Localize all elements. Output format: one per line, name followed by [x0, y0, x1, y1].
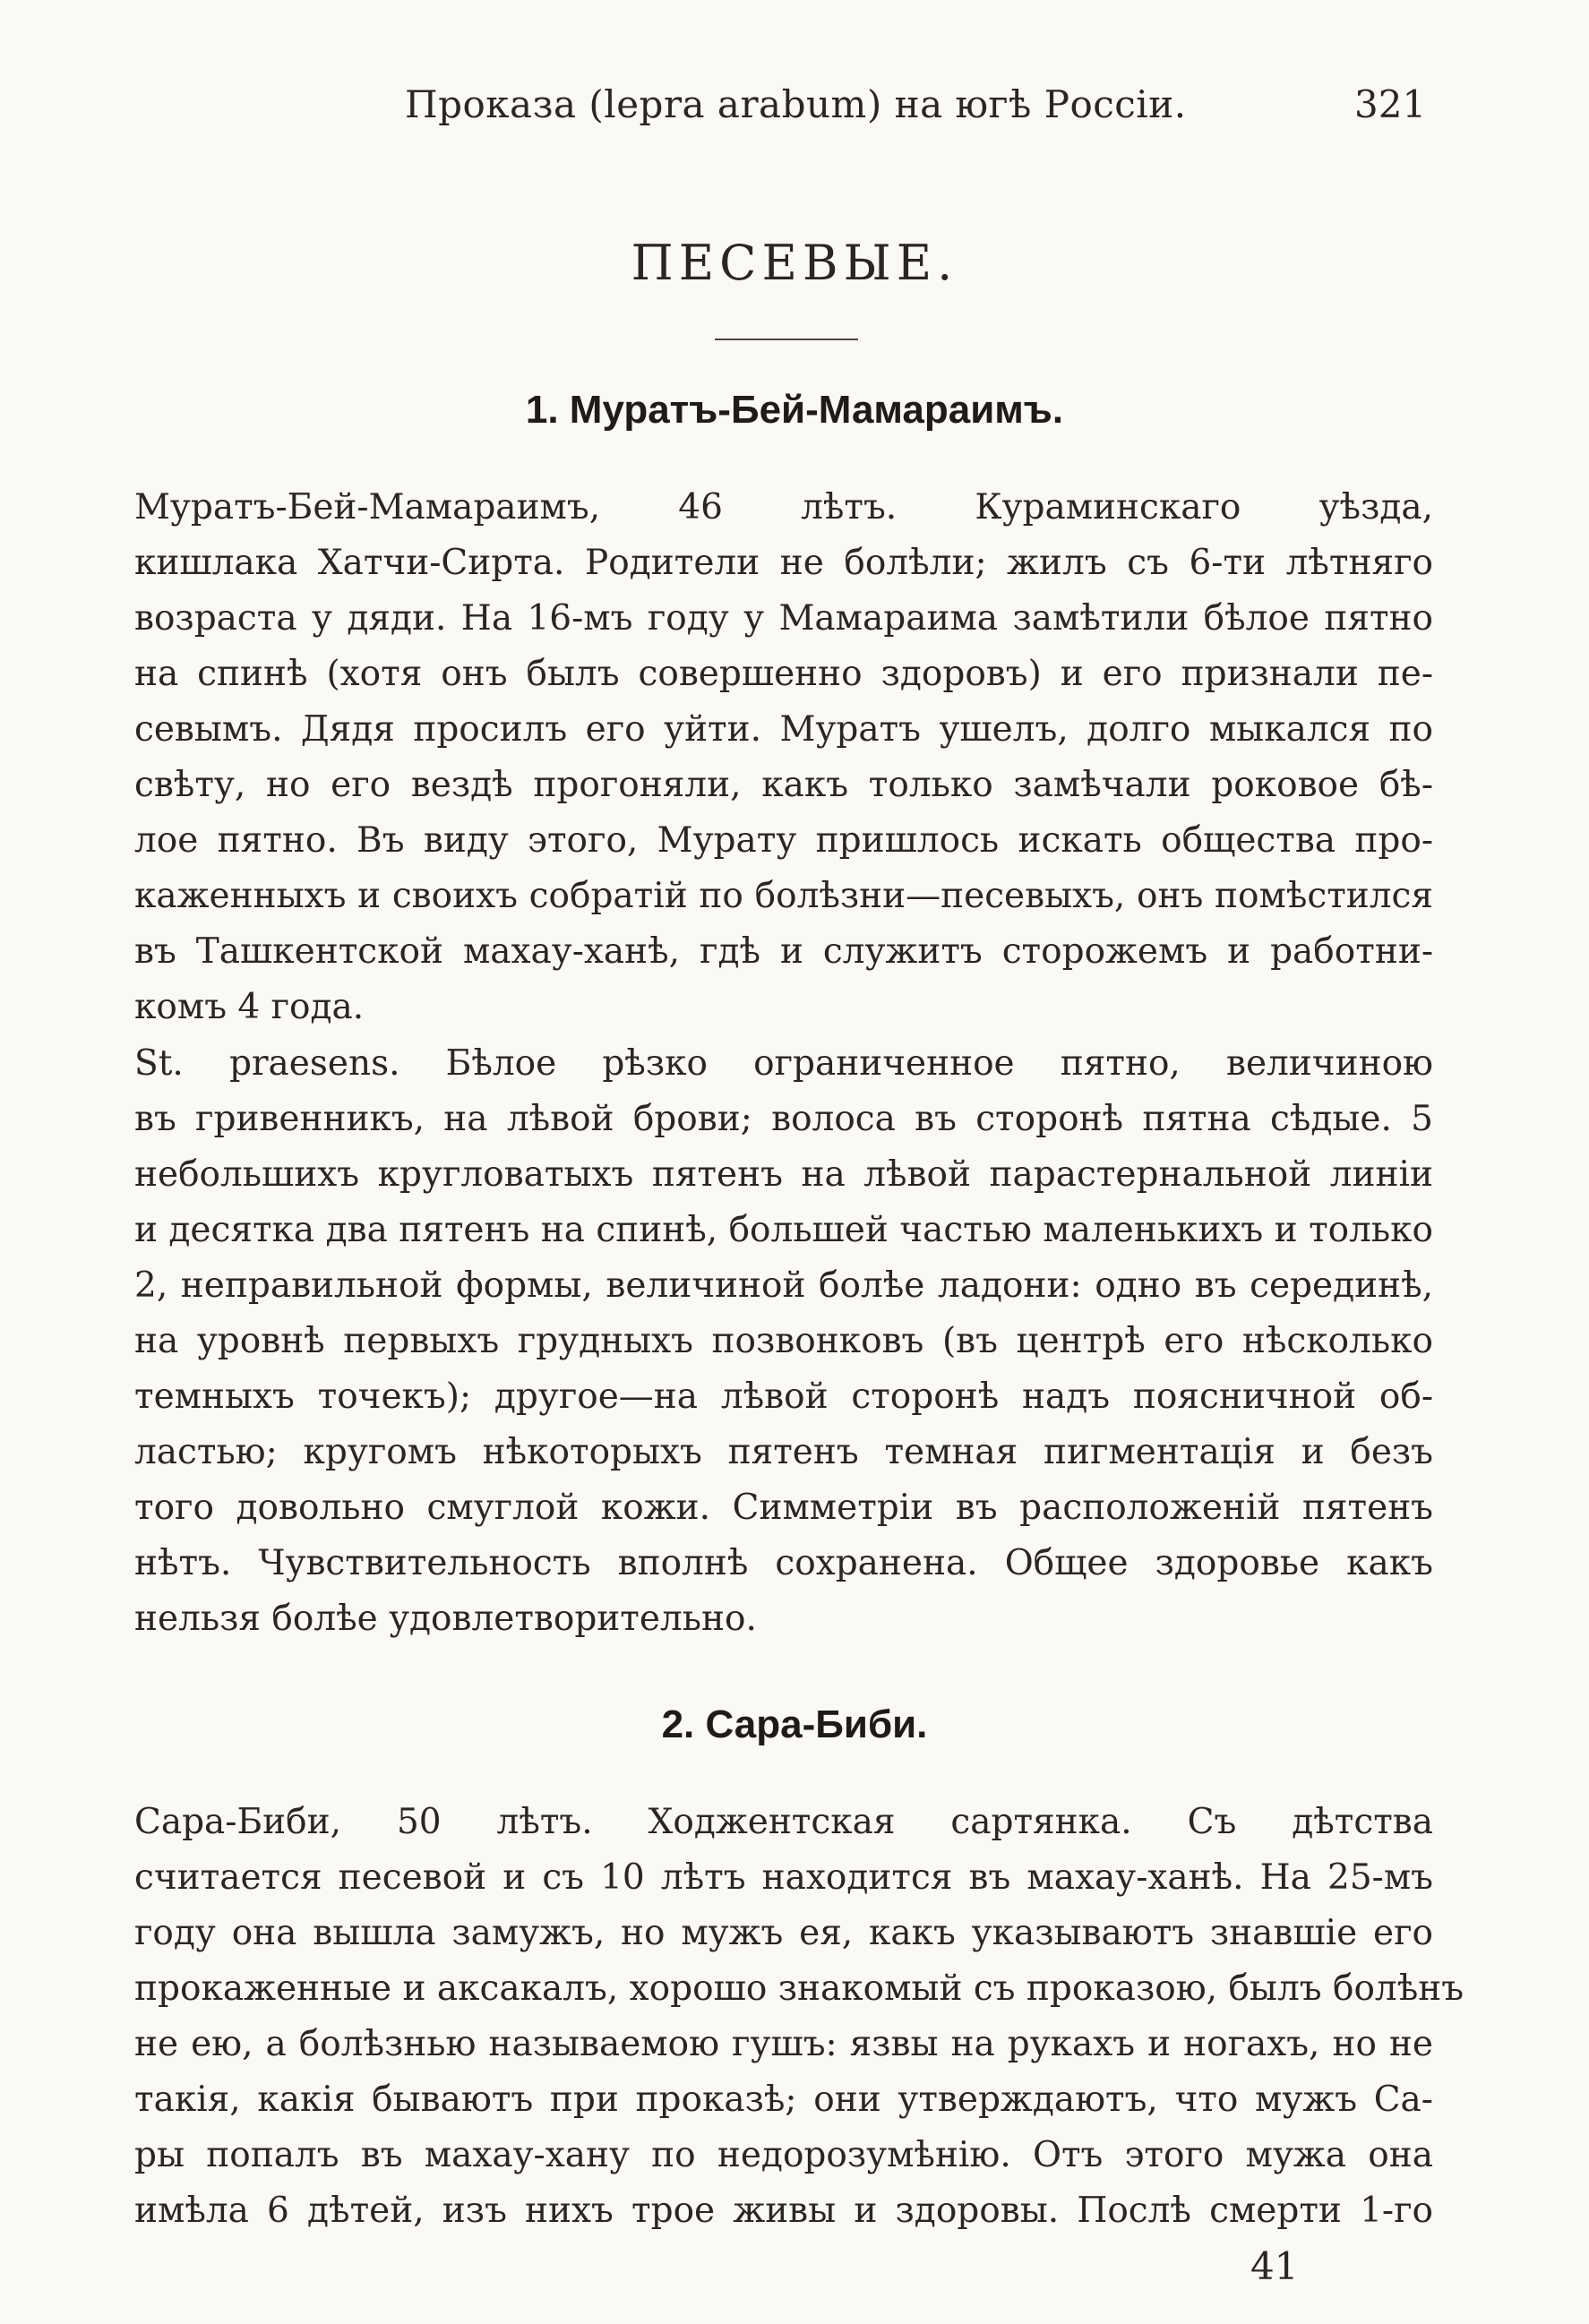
text-line: не ею, а болѣзнью называемою гушъ: язвы на рукахъ и ногахъ, но не: [134, 2024, 1433, 2064]
text-line: на спинѣ (хотя онъ былъ совершенно здоровъ) и его признали пе-: [134, 654, 1433, 694]
text-line: году она вышла замужъ, но мужъ ея, какъ указываютъ знавшіе его: [134, 1913, 1433, 1953]
case-1-history-paragraph: [134, 480, 1433, 1035]
signature-mark: 41: [1250, 2244, 1299, 2288]
text-line: 2, неправильной формы, величиной болѣе ладони: одно въ серединѣ,: [134, 1265, 1433, 1306]
page-number: 321: [1354, 82, 1427, 126]
case-2-heading: 2. Сара-Биби.: [661, 1702, 928, 1746]
text-line: свѣту, но его вездѣ прогоняли, какъ только замѣчали роковое бѣ-: [134, 765, 1433, 805]
text-line: и десятка два пятенъ на спинѣ, большей частью маленькихъ и только: [134, 1210, 1433, 1250]
text-line: ластью; кругомъ нѣкоторыхъ пятенъ темная пигментація и безъ: [134, 1432, 1433, 1472]
running-title: Проказа (lepra arabum) на югѣ Россіи.: [405, 82, 1187, 126]
text-line: на уровнѣ первыхъ грудныхъ позвонковъ (въ центрѣ его нѣсколько: [134, 1321, 1433, 1361]
text-line: ры попалъ въ махау-хану по недорозумѣнію. Отъ этого мужа она: [134, 2135, 1433, 2175]
text-line: темныхъ точекъ); другое—на лѣвой сторонѣ надъ поясничной об-: [134, 1376, 1433, 1417]
text-line: прокаженные и аксакалъ, хорошо знакомый съ проказою, былъ болѣнъ: [134, 1968, 1464, 2009]
text-line: считается песевой и съ 10 лѣтъ находится въ махау-ханѣ. На 25-мъ: [134, 1857, 1433, 1898]
text-line: возраста у дяди. На 16-мъ году у Мамараима замѣтили бѣлое пятно: [134, 598, 1433, 639]
section-title: ПЕСЕВЫЕ.: [631, 235, 958, 291]
text-line: нельзя болѣе удовлетворительно.: [134, 1599, 757, 1639]
text-line: въ Ташкентской махау-ханѣ, гдѣ и служитъ сторожемъ и работни-: [134, 931, 1433, 972]
text-line: въ гривенникъ, на лѣвой брови; волоса въ сторонѣ пятна сѣдые. 5: [134, 1099, 1433, 1139]
text-line: лое пятно. Въ виду этого, Мурату пришлось искать общества про-: [134, 820, 1433, 861]
text-line: нѣтъ. Чувствительность вполнѣ сохранена. Общее здоровье какъ: [134, 1543, 1433, 1583]
text-line: каженныхъ и своихъ собратій по болѣзни—песевыхъ, онъ помѣстился: [134, 876, 1433, 916]
text-line: St. praesens. Бѣлое рѣзко ограниченное пятно, величиною: [134, 1043, 1433, 1084]
text-line: Сара-Биби, 50 лѣтъ. Ходжентская сартянка. Съ дѣтства: [134, 1802, 1433, 1842]
text-line: севымъ. Дядя просилъ его уйти. Муратъ ушелъ, долго мыкался по: [134, 709, 1433, 750]
text-line: такія, какія бываютъ при проказѣ; они утверждаютъ, что мужъ Са-: [134, 2080, 1433, 2120]
case-1-status-paragraph: [134, 1036, 1433, 1647]
case-1-heading: 1. Муратъ-Бей-Мамараимъ.: [525, 388, 1064, 432]
text-line: комъ 4 года.: [134, 987, 365, 1027]
case-2-history-paragraph: [134, 1795, 1464, 2239]
text-line: имѣла 6 дѣтей, изъ нихъ трое живы и здоровы. Послѣ смерти 1-го: [134, 2191, 1433, 2231]
text-line: кишлака Хатчи-Сирта. Родители не болѣли; жилъ съ 6-ти лѣтняго: [134, 543, 1433, 583]
text-line: того довольно смуглой кожи. Симметріи въ расположеній пятенъ: [134, 1488, 1433, 1528]
text-line: небольшихъ кругловатыхъ пятенъ на лѣвой парастернальной линіи: [134, 1154, 1433, 1195]
divider-rule: [715, 339, 858, 340]
text-line: Муратъ-Бей-Мамараимъ, 46 лѣтъ. Кураминскаго уѣзда,: [134, 487, 1433, 527]
